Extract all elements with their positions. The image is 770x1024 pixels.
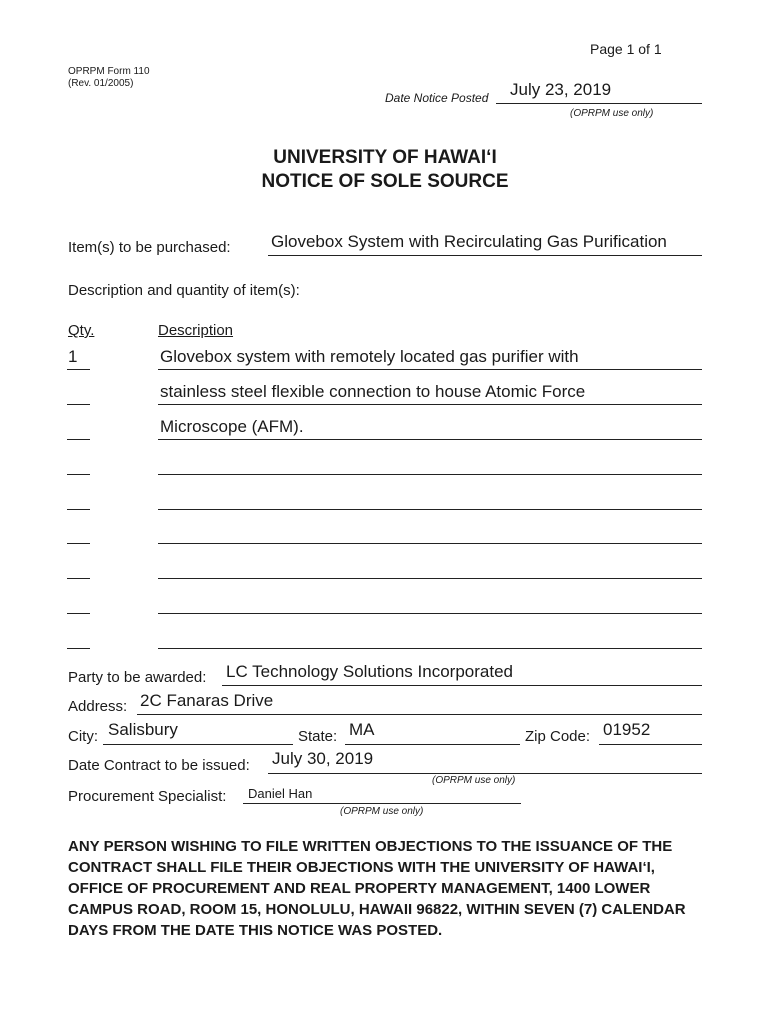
city-value: Salisbury xyxy=(108,720,178,739)
contract-date-value: July 30, 2019 xyxy=(272,749,374,768)
form-id: OPRPM Form 110 xyxy=(68,66,150,77)
qty-line xyxy=(67,648,90,649)
qty-cell: 1 xyxy=(68,347,78,366)
address-value: 2C Fanaras Drive xyxy=(140,691,274,710)
title-notice: NOTICE OF SOLE SOURCE xyxy=(261,171,509,192)
description-heading: Description and quantity of item(s): xyxy=(68,282,300,299)
qty-line xyxy=(67,474,90,475)
objection-notice: ANY PERSON WISHING TO FILE WRITTEN OBJECTIONS TO THE ISSUANCE OF THE CONTRACT SHALL FILE THEIR OBJECTIONS WITH THE UNIVERSITY OF HAWAI‘I, OFFICE OF PROCUREMENT AND REAL PROPERTY MANAGEMENT, 1400 LOWER CAMPUS ROAD, ROOM 15, HONOLULU, HAWAII 96822, WITHIN SEVEN (7) CALENDAR DAYS FROM THE DATE THIS NOTICE WAS POSTED. xyxy=(68,838,686,939)
oprpm-use-note-top: (OPRPM use only) xyxy=(570,108,654,119)
description-line xyxy=(158,648,702,649)
city-line xyxy=(103,744,293,745)
party-value: LC Technology Solutions Incorporated xyxy=(226,662,513,681)
description-line xyxy=(158,404,702,405)
zip-line xyxy=(599,744,702,745)
address-line xyxy=(137,714,702,715)
state-value: MA xyxy=(349,720,375,739)
party-line xyxy=(222,685,702,686)
description-line xyxy=(158,474,702,475)
qty-line xyxy=(67,369,90,370)
qty-line xyxy=(67,543,90,544)
description-line xyxy=(158,439,702,440)
contract-date-line xyxy=(268,773,702,774)
qty-line xyxy=(67,439,90,440)
oprpm-use-note-contract: (OPRPM use only) xyxy=(432,775,516,786)
form-revision: (Rev. 01/2005) xyxy=(68,78,134,89)
description-cell: stainless steel flexible connection to house Atomic Force xyxy=(160,382,586,401)
qty-line xyxy=(67,613,90,614)
city-label: City: xyxy=(68,728,98,745)
description-cell: Glovebox system with remotely located gas purifier with xyxy=(160,347,579,366)
page-number: Page 1 of 1 xyxy=(590,41,662,57)
description-line xyxy=(158,613,702,614)
specialist-label: Procurement Specialist: xyxy=(68,788,227,805)
items-purchased-line xyxy=(268,255,702,256)
address-label: Address: xyxy=(68,698,128,715)
description-line xyxy=(158,578,702,579)
specialist-line xyxy=(243,803,521,804)
date-notice-posted-line xyxy=(496,103,702,104)
date-notice-posted-value: July 23, 2019 xyxy=(510,80,612,99)
qty-line xyxy=(67,404,90,405)
description-line xyxy=(158,509,702,510)
items-purchased-value: Glovebox System with Recirculating Gas Purification xyxy=(271,232,667,251)
description-cell: Microscope (AFM). xyxy=(160,417,304,436)
zip-value: 01952 xyxy=(603,720,651,739)
state-line xyxy=(345,744,520,745)
contract-date-label: Date Contract to be issued: xyxy=(68,757,250,774)
description-line xyxy=(158,369,702,370)
oprpm-use-note-specialist: (OPRPM use only) xyxy=(340,806,424,817)
qty-line xyxy=(67,578,90,579)
description-header: Description xyxy=(158,322,234,339)
specialist-value: Daniel Han xyxy=(248,786,313,801)
date-notice-posted-label: Date Notice Posted xyxy=(385,91,489,105)
party-label: Party to be awarded: xyxy=(68,669,207,686)
description-line xyxy=(158,543,702,544)
state-label: State: xyxy=(298,728,338,745)
qty-header: Qty. xyxy=(68,322,95,339)
title-university: UNIVERSITY OF HAWAI‘I xyxy=(273,147,497,168)
qty-line xyxy=(67,509,90,510)
items-purchased-label: Item(s) to be purchased: xyxy=(68,239,231,256)
zip-label: Zip Code: xyxy=(525,728,591,745)
